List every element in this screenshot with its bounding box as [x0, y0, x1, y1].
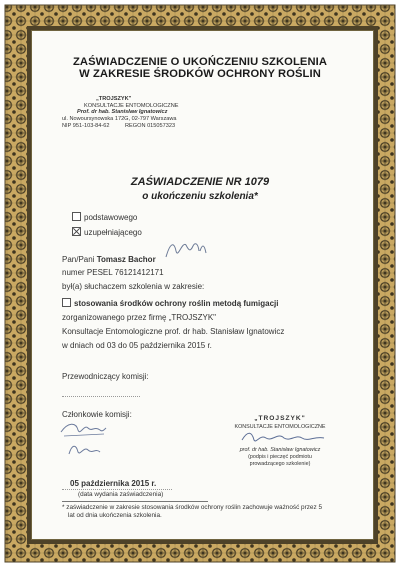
pesel-line — [62, 268, 164, 277]
issue-date-caption: (data wydania zaświadczenia) — [78, 491, 164, 498]
company-nip: NIP 951-103-84-62 — [62, 123, 110, 129]
stamp-caption-2: prowadzącego szkolenie) — [249, 461, 311, 467]
recipient-line — [62, 255, 156, 264]
company-subtitle: KONSULTACJE ENTOMOLOGICZNE — [84, 103, 179, 109]
dates-line: w dniach od 03 do 05 października 2015 r. — [62, 341, 212, 350]
checkbox-checked-icon[interactable] — [72, 227, 81, 236]
header-line-2: W ZAKRESIE ŚRODKÓW OCHRONY ROŚLIN — [79, 68, 321, 80]
company-address: ul. Nowoursynowska 172G, 02-797 Warszawa — [62, 116, 177, 122]
company-name: „TROJSZYK" — [96, 96, 132, 102]
footnote-line-1: * zaświadczenie w zakresie stosowania środków ochrony roślin zachowuje ważność przez 5 — [62, 504, 323, 511]
option-podstawowe[interactable] — [72, 212, 137, 222]
option-uzupelniajace[interactable] — [72, 227, 142, 237]
attended-line: był(a) słuchaczem szkolenia w zakresie: — [62, 282, 205, 291]
scope-line — [62, 298, 278, 308]
member-signature-2 — [66, 440, 104, 460]
option-label: podstawowego — [84, 213, 138, 222]
stamp-caption-1: (podpis i pieczęć podmiotu — [248, 454, 312, 460]
pesel-label: numer PESEL — [62, 268, 113, 277]
signature-scribble-top — [162, 237, 208, 263]
checkbox-icon[interactable] — [72, 212, 81, 221]
members-label: Członkowie komisji: — [62, 410, 132, 419]
recipient-name: Tomasz Bachor — [96, 255, 156, 264]
chair-label: Przewodniczący komisji: — [62, 372, 149, 381]
stamp-person: prof. dr hab. Stanisław Ignatowicz — [239, 447, 321, 453]
header-line-1: ZAŚWIADCZENIE O UKOŃCZENIU SZKOLENIA — [72, 56, 328, 68]
organizer-line: Konsultacje Entomologiczne prof. dr hab. Stanisław Ignatowicz — [62, 327, 285, 336]
certificate-title: ZAŚWIADCZENIE NR 1079 — [130, 176, 270, 188]
chair-signature-line — [62, 396, 140, 397]
stamp-signature — [238, 428, 328, 448]
pesel-value: 76121412171 — [114, 268, 164, 277]
company-regon: REGON 015057323 — [125, 123, 176, 129]
stamp-subtitle: KONSULTACJE ENTOMOLOGICZNE — [234, 424, 326, 430]
name-prefix: Pan/Pani — [62, 255, 95, 264]
company-person: Prof. dr hab. Stanisław Ignatowicz — [77, 109, 168, 115]
certificate-subtitle: o ukończeniu szkolenia* — [142, 191, 258, 202]
organized-line: zorganizowanego przez firmę „TROJSZYK" — [62, 313, 217, 322]
issue-date: 05 października 2015 r. — [70, 479, 157, 488]
checkbox-icon[interactable] — [62, 298, 71, 307]
member-signature-1 — [58, 418, 108, 440]
footnote-divider — [62, 501, 208, 502]
footnote-line-2: lat od dnia ukończenia szkolenia. — [68, 512, 162, 519]
issue-date-line — [62, 489, 172, 490]
scope-text: stosowania środków ochrony roślin metodą fumigacji — [74, 299, 279, 308]
stamp-name: „TROJSZYK" — [254, 415, 306, 422]
option-label: uzupełniającego — [84, 228, 142, 237]
